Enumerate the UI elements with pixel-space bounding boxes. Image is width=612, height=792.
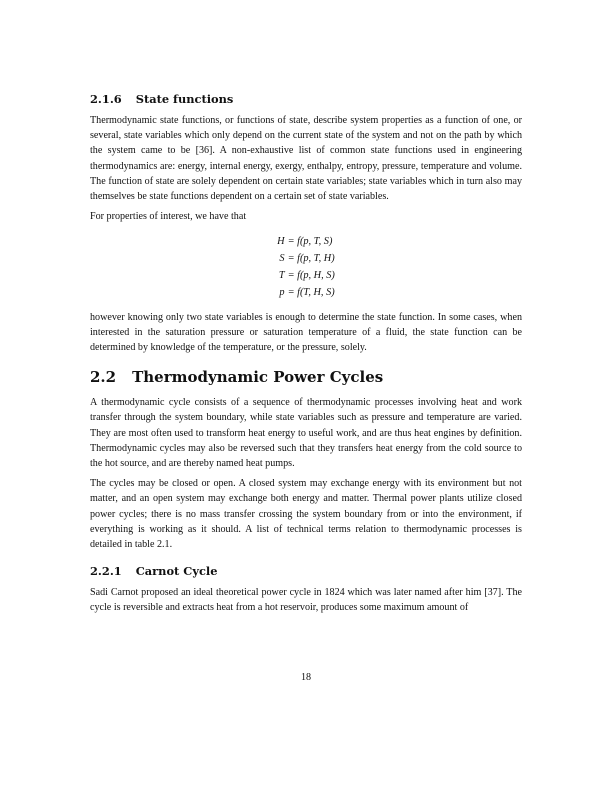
subsection-title: Carnot Cycle <box>135 564 218 579</box>
equation-block <box>90 232 522 301</box>
page-body <box>90 92 522 621</box>
equation-row <box>277 284 335 301</box>
subsection-number: 2.2.1 <box>90 564 122 579</box>
equation-row <box>277 232 335 249</box>
equation-rhs: = f(p, T, S) <box>287 235 333 247</box>
paragraph-state-functions: Thermodynamic state functions, or functions of state, describe system properties as a function of one, or several, state variables which only depend on the current state of the system and not on the path by which the system came to be [36]. A non-exhaustive list of common state functions used in engineering thermodynamics are: energy, internal energy, exergy, enthalpy, entropy, pressure, temperature and volume. The function of state are solely dependent on certain state variables; state variables which in turn also may themselves be state functions dependent on a certain set of state variables. <box>90 115 522 203</box>
equation-rhs: = f(p, T, H) <box>287 252 335 264</box>
equation-row <box>277 250 335 267</box>
section-title: Thermodynamic Power Cycles <box>132 368 384 387</box>
paragraph-two-state-variables: however knowing only two state variables is enough to determine the state function. In some cases, when interested in the saturation pressure or saturation temperature of a fluid, the state function can be determined by knowledge of the temperature, or the pressure, solely. <box>90 311 522 354</box>
paragraph-closed-open: The cycles may be closed or open. A closed system may exchange energy with its environment but not matter, and an open system may exchange both energy and matter. Thermal power plants utilize closed power cycles; there is no mass transfer crossing the system boundary from or into the environment, if everything is working as it should. A list of technical terms relation to thermodynamic processes is detailed in table 2.1. <box>90 478 522 551</box>
section-number: 2.2 <box>90 368 117 387</box>
equation-table <box>277 232 335 301</box>
section-heading-power-cycles <box>90 368 522 386</box>
equation-lhs: p <box>279 287 285 299</box>
paragraph-properties-intro: For properties of interest, we have that <box>90 211 247 223</box>
equation-rhs: = f(T, H, S) <box>287 287 335 299</box>
equation-lhs: H <box>277 235 285 247</box>
paragraph-cycle-definition: A thermodynamic cycle consists of a sequence of thermodynamic processes involving heat and work transfer through the system boundary, while state variables such as pressure and temperature are varied. They are most often used to transform heat energy to useful work, and are thus heat engines by definition. Thermodynamic cycles may also be reversed such that they transfers heat energy from the cold source to the hot source, and are thereby named heat pumps. <box>90 397 522 470</box>
equation-row <box>277 267 335 284</box>
subsection-number: 2.1.6 <box>90 92 122 106</box>
equation-lhs: T <box>278 270 285 282</box>
subsection-title: State functions <box>135 92 234 106</box>
subsection-heading-carnot <box>90 564 522 578</box>
equation-lhs: S <box>279 252 285 264</box>
paragraph-carnot: Sadi Carnot proposed an ideal theoretical power cycle in 1824 which was later named after him [37]. The cycle is reversible and extracts heat from a hot reservoir, produces some maximum amount of <box>90 587 522 614</box>
page-number: 18 <box>300 672 312 683</box>
subsection-heading-state-functions <box>90 92 522 106</box>
equation-rhs: = f(p, H, S) <box>287 270 335 282</box>
